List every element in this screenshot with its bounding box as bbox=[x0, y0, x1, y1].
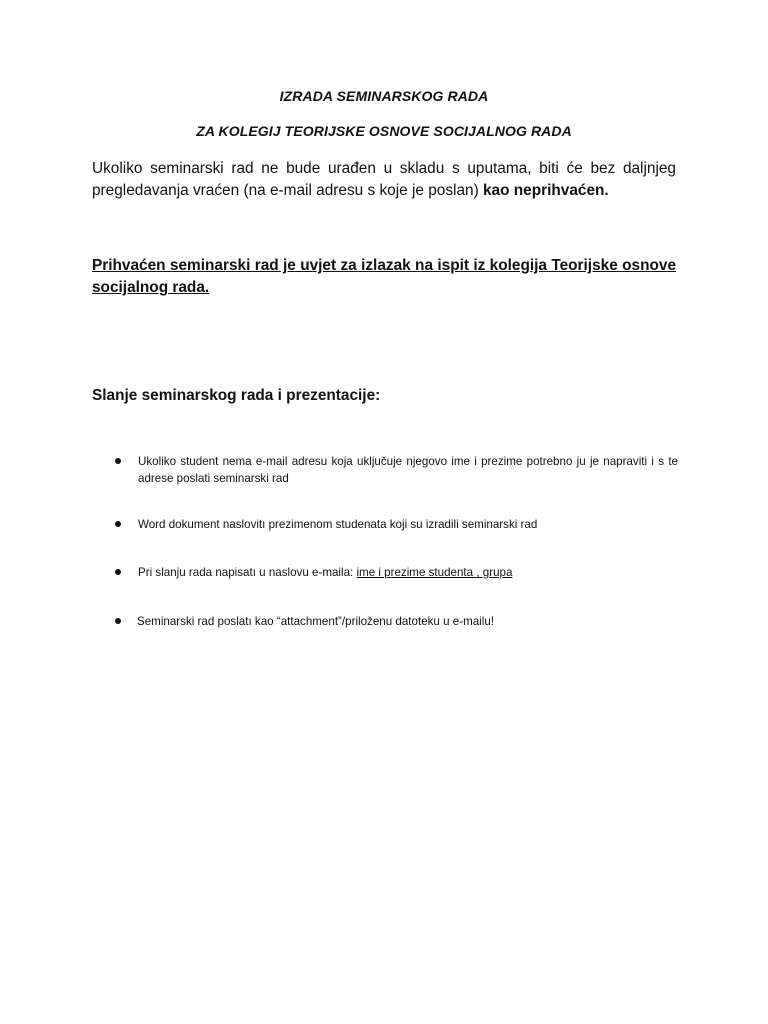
list-item-text: Ukoliko student nema e-mail adresu koja uključuje njegovo ime i prezime potrebno ju je napraviti i s te adrese poslati seminarski rad bbox=[138, 455, 678, 485]
bullet-icon bbox=[115, 569, 121, 575]
list-item-underlined: ime i prezime studenta , grupa bbox=[356, 566, 513, 579]
document-title: IZRADA SEMINARSKOG RADA bbox=[279, 88, 489, 104]
list-item bbox=[115, 564, 678, 581]
list-item bbox=[115, 453, 678, 487]
bullet-icon bbox=[115, 521, 121, 527]
intro-emphasis: kao neprihvaćen. bbox=[482, 182, 609, 199]
list-item bbox=[115, 613, 678, 630]
section-heading: Slanje seminarskog rada i prezentacije: bbox=[92, 387, 381, 404]
list-item-text: Seminarski rad poslatı kao “attachment”/priloženu datoteku u e-mailu! bbox=[137, 615, 495, 628]
list-item bbox=[115, 516, 678, 533]
intro-text: Ukoliko seminarski rad ne bude urađen u skladu s uputama, biti će bez daljnjeg pregledavanja vraćen (na e-mail adresu s koje je poslan) bbox=[92, 160, 676, 199]
list-item-text bbox=[138, 564, 678, 581]
list-item-prefix: Pri slanju rada napisatı u naslovu e-maila: bbox=[138, 566, 357, 579]
bullet-icon bbox=[115, 458, 121, 464]
list-item-text: Word dokument naslovitı prezimenom studenata koji su izradili seminarski rad bbox=[138, 518, 538, 531]
requirement-paragraph: Prihvaćen seminarski rad je uvjet za izlazak na ispit iz kolegija Teorijske osnove socijalnog rada. bbox=[92, 257, 676, 296]
document-subtitle: ZA KOLEGIJ TEORIJSKE OSNOVE SOCIJALNOG RADA bbox=[196, 123, 572, 139]
bullet-icon bbox=[115, 618, 121, 624]
